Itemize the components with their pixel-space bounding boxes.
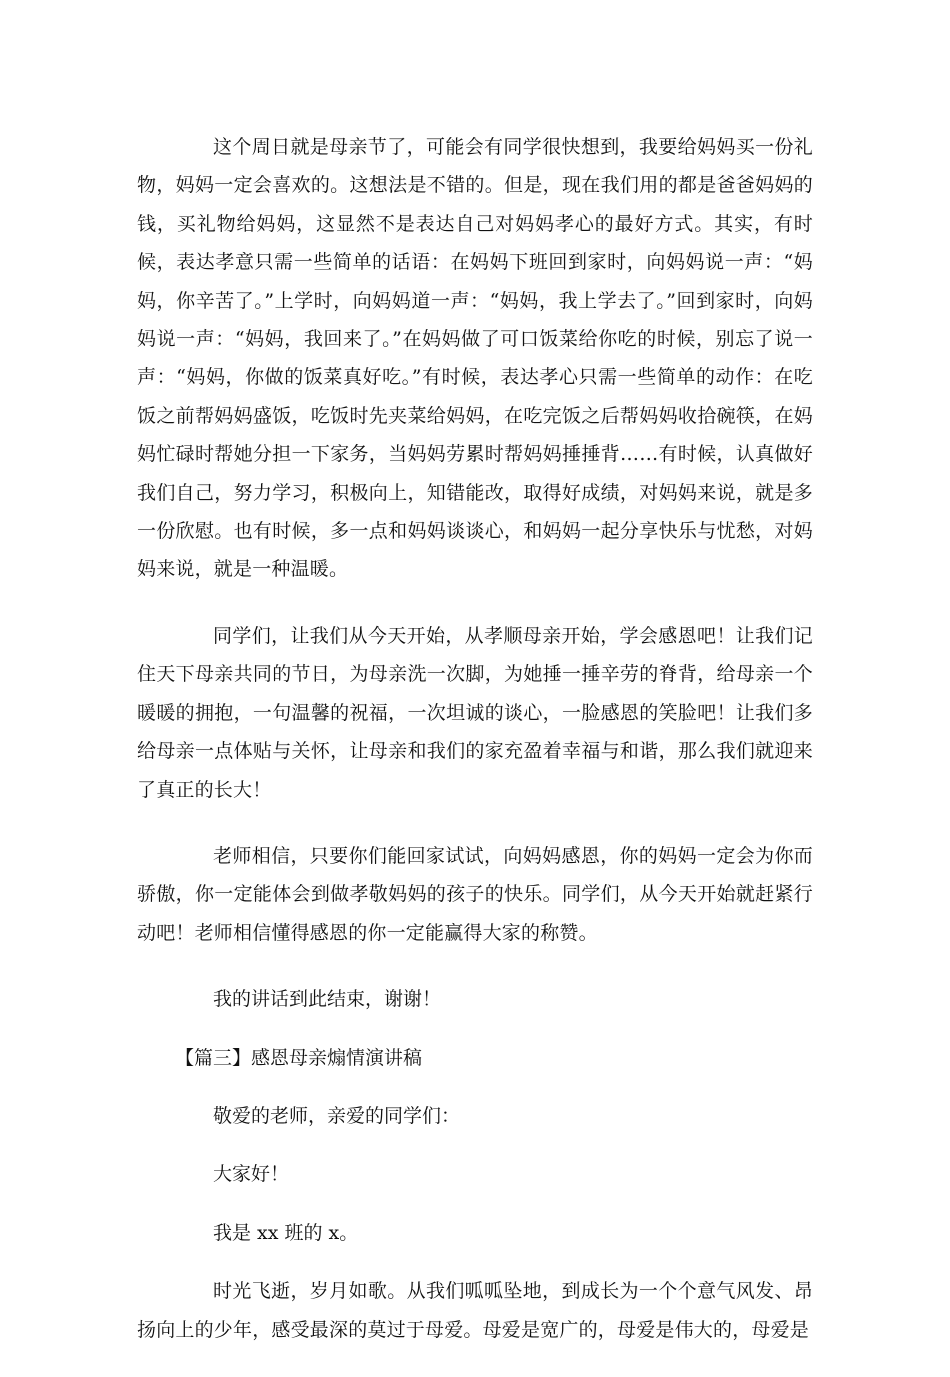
paragraph-mothers-day: 这个周日就是母亲节了，可能会有同学很快想到，我要给妈妈买一份礼物，妈妈一定会喜欢的。这想法是不错的。但是，现在我们用的都是爸爸妈妈的钱，买礼物给妈妈，这显然不是表达自己对妈妈孝心的最好方式。其实，有时候，表达孝意只需一些简单的话语：在妈妈下班回到家时，向妈妈说一声：“妈妈，你辛苦了。”上学时，向妈妈道一声：“妈妈，我上学去了。”回到家时，向妈妈说一声：“妈妈，我回来了。”在妈妈做了可口饭菜给你吃的时候，别忘了说一声：“妈妈，你做的饭菜真好吃。”有时候，表达孝心只需一些简单的动作：在吃饭之前帮妈妈盛饭，吃饭时先夹菜给妈妈，在吃完饭之后帮妈妈收拾碗筷，在妈妈忙碌时帮她分担一下家务，当妈妈劳累时帮妈妈捶捶背……有时候，认真做好我们自己，努力学习，积极向上，知错能改，取得好成绩，对妈妈来说，就是多一份欣慰。也有时候，多一点和妈妈谈谈心，和妈妈一起分享快乐与忧愁，对妈妈来说，就是一种温暖。 bbox=[137, 136, 813, 581]
greeting-line: 大家好！ bbox=[213, 1163, 290, 1186]
self-intro-line: 我是 xx 班的 x。 bbox=[213, 1221, 359, 1244]
closing-line: 我的讲话到此结束，谢谢！ bbox=[213, 988, 442, 1011]
salutation-line: 敬爱的老师，亲爱的同学们： bbox=[213, 1104, 461, 1127]
document-body bbox=[137, 128, 813, 1377]
section-heading: 【篇三】感恩母亲煽情演讲稿 bbox=[175, 1046, 423, 1069]
paragraph-teacher-belief: 老师相信，只要你们能回家试试，向妈妈感恩，你的妈妈一定会为你而骄傲，你一定能体会到做孝敬妈妈的孩子的快乐。同学们，从今天开始就赶紧行动吧！老师相信懂得感恩的你一定能赢得大家的称赞。 bbox=[137, 844, 813, 944]
paragraph-gratitude-call: 同学们，让我们从今天开始，从孝顺母亲开始，学会感恩吧！让我们记住天下母亲共同的节日，为母亲洗一次脚，为她捶一捶辛劳的脊背，给母亲一个暖暖的拥抱，一句温馨的祝福，一次坦诚的谈心，一脸感恩的笑脸吧！让我们多给母亲一点体贴与关怀，让母亲和我们的家充盈着幸福与和谐，那么我们就迎来了真正的长大！ bbox=[137, 624, 813, 801]
paragraph-time-flies: 时光飞逝，岁月如歌。从我们呱呱坠地，到成长为一个个意气风发、昂扬向上的少年，感受最深的莫过于母爱。母爱是宽广的，母爱是伟大的，母爱是 bbox=[137, 1280, 813, 1341]
